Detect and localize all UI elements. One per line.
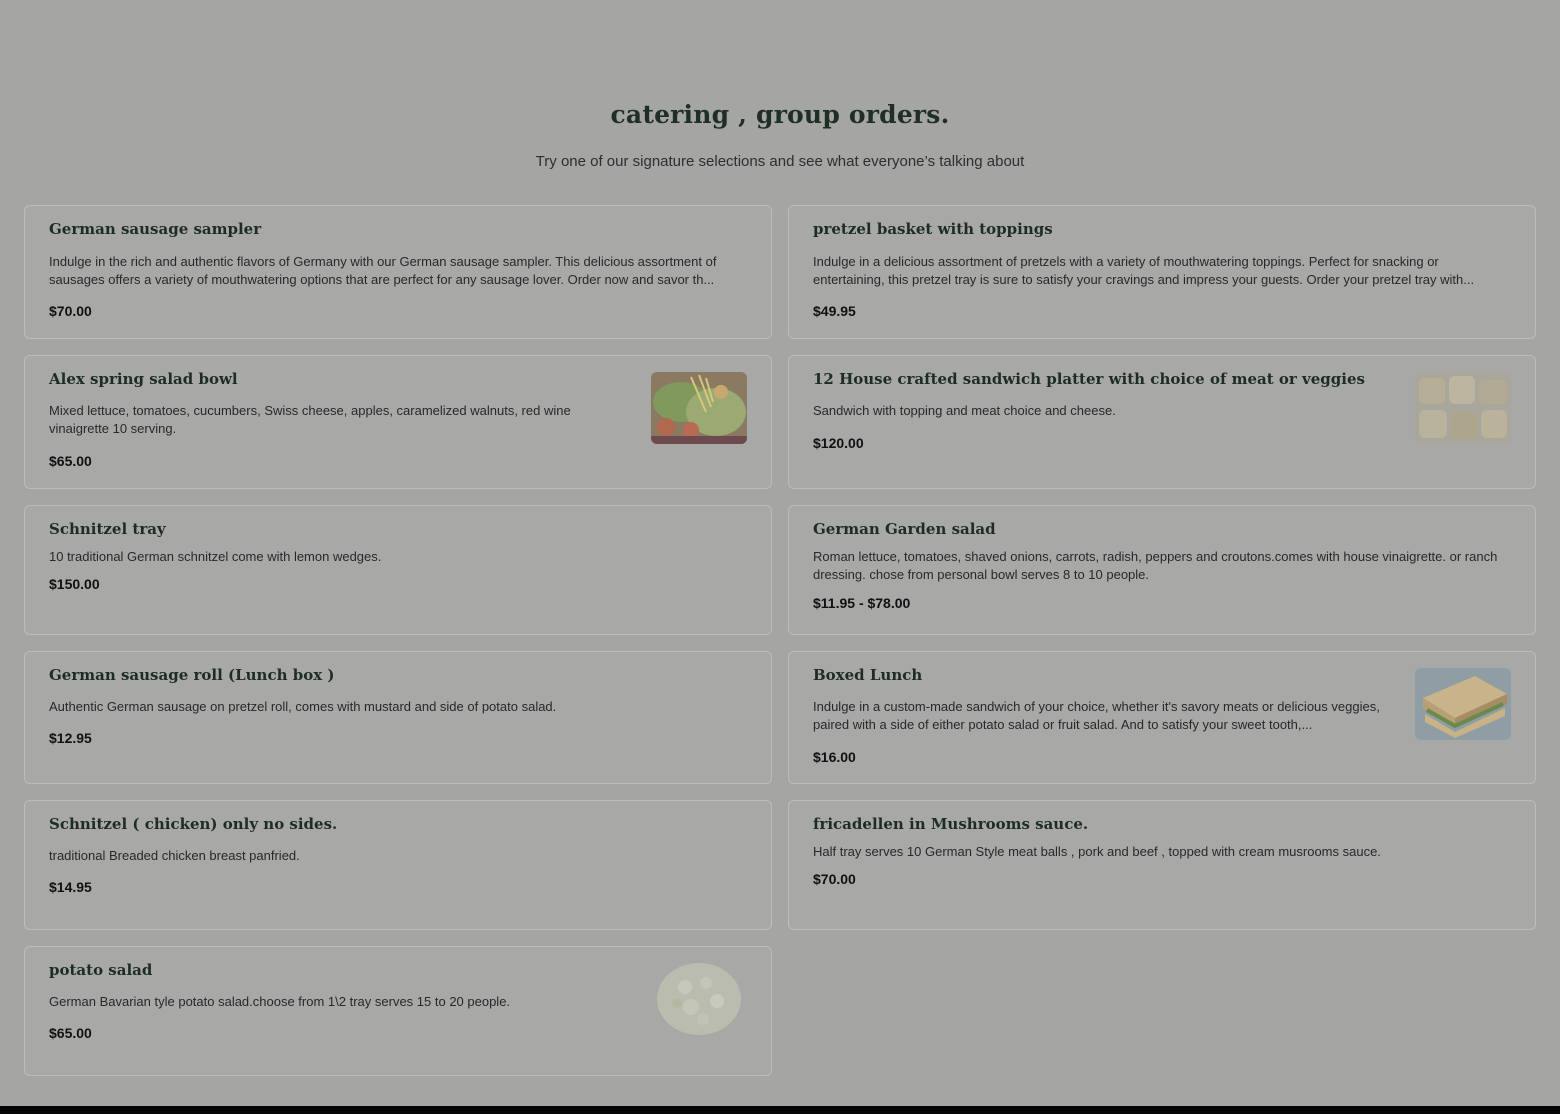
menu-item-card[interactable]: [788, 355, 1536, 489]
menu-item-card[interactable]: [24, 205, 772, 339]
item-description: Half tray serves 10 German Style meat balls , pork and beef , topped with cream musrooms sauce.: [813, 844, 1381, 859]
item-title: Schnitzel ( chicken) only no sides.: [49, 815, 338, 833]
menu-item-card[interactable]: [24, 800, 772, 930]
section-subtitle: Try one of our signature selections and see what everyone’s talking about: [535, 153, 1025, 170]
salad-photo: [651, 372, 747, 444]
menu-item-card[interactable]: [788, 800, 1536, 930]
menu-item-card[interactable]: [24, 505, 772, 635]
item-price: $150.00: [49, 576, 100, 592]
item-price: $14.95: [49, 879, 92, 895]
item-price: $65.00: [49, 453, 92, 469]
item-description: Sandwich with topping and meat choice and cheese.: [813, 403, 1116, 418]
item-price: $12.95: [49, 730, 92, 746]
item-description: Roman lettuce, tomatoes, shaved onions, carrots, radish, peppers and croutons.comes with house vinaigrette. or ranch dressing. chose from personal bowl serves 8 to 10 people.: [813, 549, 1498, 582]
item-description: traditional Breaded chicken breast panfried.: [49, 848, 300, 863]
item-title: German Garden salad: [813, 520, 996, 538]
item-description: Indulge in a delicious assortment of pretzels with a variety of mouthwatering toppings. Perfect for snacking or entertaining, this pretzel tray is sure to satisfy your cravings and impress your guests. Order your pretzel tray with...: [813, 254, 1475, 287]
menu-item-card[interactable]: [788, 205, 1536, 339]
menu-item-card[interactable]: [788, 651, 1536, 784]
item-title: fricadellen in Mushrooms sauce.: [813, 815, 1089, 833]
item-description: 10 traditional German schnitzel come with lemon wedges.: [49, 549, 382, 564]
item-price: $70.00: [49, 303, 92, 319]
item-price: $120.00: [813, 435, 864, 451]
item-price: $49.95: [813, 303, 856, 319]
menu-item-card[interactable]: [24, 651, 772, 784]
item-title: pretzel basket with toppings: [813, 220, 1053, 238]
item-price: $16.00: [813, 749, 856, 765]
footer-bar: [0, 1106, 1560, 1114]
menu-item-card[interactable]: [24, 355, 772, 489]
menu-item-card[interactable]: [788, 505, 1536, 635]
item-description: Indulge in the rich and authentic flavors of Germany with our German sausage sampler. This delicious assortment of sausages offers a variety of mouthwatering options that are perfect for any sausage lover. Order now and savor th...: [49, 254, 717, 287]
item-title: Alex spring salad bowl: [49, 370, 238, 388]
item-title: Boxed Lunch: [813, 666, 923, 684]
item-price: $11.95 - $78.00: [813, 595, 911, 611]
sandwich-platter-photo: [1415, 372, 1511, 444]
item-description: Indulge in a custom-made sandwich of your choice, whether it's savory meats or delicious veggies, paired with a side of either potato salad or fruit salad. And to satisfy your sweet tooth,...: [813, 699, 1380, 732]
item-price: $70.00: [813, 871, 856, 887]
item-price: $65.00: [49, 1025, 92, 1041]
item-description: Mixed lettuce, tomatoes, cucumbers, Swiss cheese, apples, caramelized walnuts, red wine vinaigrette 10 serving.: [49, 403, 571, 436]
item-title: German sausage roll (Lunch box ): [49, 666, 335, 684]
item-title: 12 House crafted sandwich platter with choice of meat or veggies: [813, 370, 1365, 388]
item-title: German sausage sampler: [49, 220, 262, 238]
item-description: German Bavarian tyle potato salad.choose from 1\2 tray serves 15 to 20 people.: [49, 994, 511, 1009]
section-title: catering , group orders.: [610, 100, 950, 129]
item-description: Authentic German sausage on pretzel roll, comes with mustard and side of potato salad.: [49, 699, 557, 714]
menu-item-card[interactable]: [24, 946, 772, 1076]
item-title: Schnitzel tray: [49, 520, 166, 538]
boxed-lunch-photo: [1415, 668, 1511, 740]
item-title: potato salad: [49, 961, 153, 979]
potato-salad-photo: [651, 963, 747, 1035]
